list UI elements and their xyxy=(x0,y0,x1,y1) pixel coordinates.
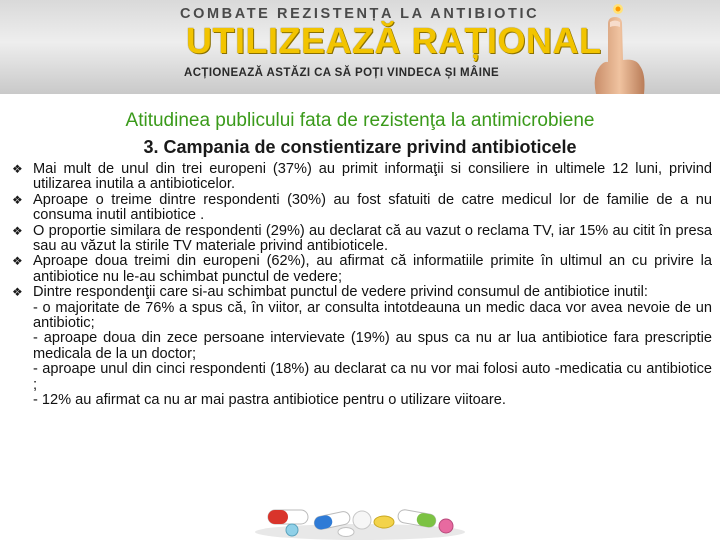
sub-item-text: - aproape unul din cinci respondenti (18%) au declarat ca nu vor mai folosi auto -medicatia cu antibiotice ; xyxy=(33,361,712,393)
sub-item-text: - 12% au afirmat ca nu ar mai pastra antibiotice pentru o utilizare viitoare. xyxy=(33,392,506,409)
sub-item xyxy=(12,331,712,362)
sub-item xyxy=(12,362,712,393)
tablet-icon xyxy=(374,516,394,528)
diamond-bullet-icon: ❖ xyxy=(12,192,23,207)
survey-content xyxy=(12,162,712,409)
sub-item-text: - aproape doua din zece persoane intervievate (19%) au spus ca nu ar lua antibiotice fara prescriptie medicala de la un doctor; xyxy=(33,330,712,362)
tablet-icon xyxy=(439,519,453,533)
banner-main-line: UTILIZEAZĂ RAȚIONAL xyxy=(186,20,602,61)
diamond-bullet-icon: ❖ xyxy=(12,285,23,300)
slide-subtitle: 3. Campania de constientizare privind antibioticele xyxy=(143,137,577,157)
campaign-banner xyxy=(0,0,720,94)
capsule-icon xyxy=(268,510,308,524)
bullet-text: Dintre respondenţii care si-au schimbat punctul de vedere privind consumul de antibiotice inutil: xyxy=(33,284,648,301)
raised-finger-icon xyxy=(566,0,666,94)
diamond-bullet-icon: ❖ xyxy=(12,223,23,238)
bullet-item xyxy=(12,254,712,285)
slide-title: Atitudinea publicului fata de rezistenţa la antimicrobiene xyxy=(125,110,595,131)
bullet-item xyxy=(12,162,712,193)
sub-item-text: - o majoritate de 76% a spus că, în viitor, ar consulta intotdeauna un medic daca vor avea nevoie de un antibiotic; xyxy=(33,299,712,332)
diamond-bullet-icon: ❖ xyxy=(12,254,23,269)
bullet-text: Mai mult de unul din trei europeni (37%) au primit informaţii si consiliere in ultimele 12 luni, privind utilizarea inutila a antibioticelor. xyxy=(33,161,712,193)
bullet-text: Aproape o treime dintre respondenti (30%) au fost sfatuiti de catre medicul lor de familie de a nu consuma inutil antibiotice . xyxy=(33,191,712,224)
sub-item xyxy=(12,393,712,408)
bullet-item xyxy=(12,193,712,224)
diamond-bullet-icon: ❖ xyxy=(12,162,23,176)
bullet-item xyxy=(12,285,712,300)
banner-top-line: COMBATE REZISTENȚA LA ANTIBIOTIC xyxy=(180,6,540,22)
tablet-icon xyxy=(338,528,354,537)
bullet-text: Aproape doua treimi din europeni (62%), au afirmat că informatiile primite în ultimul an cu privire la antibiotice nu le-au schimbat punctul de vedere; xyxy=(33,253,712,285)
banner-sub-line: ACȚIONEAZĂ ASTĂZI CA SĂ POȚI VINDECA ȘI MÂINE xyxy=(184,67,500,79)
tablet-icon xyxy=(353,511,371,529)
bullet-item xyxy=(12,224,712,255)
bullet-text: O proportie similara de respondenti (29%) au declarat că au vazut o reclama TV, iar 15% au citit în presa sau au văzut la stirile TV materiale privind antibioticele. xyxy=(33,222,712,255)
pills-illustration xyxy=(250,488,470,540)
tablet-icon xyxy=(286,524,298,536)
sub-item xyxy=(12,301,712,332)
